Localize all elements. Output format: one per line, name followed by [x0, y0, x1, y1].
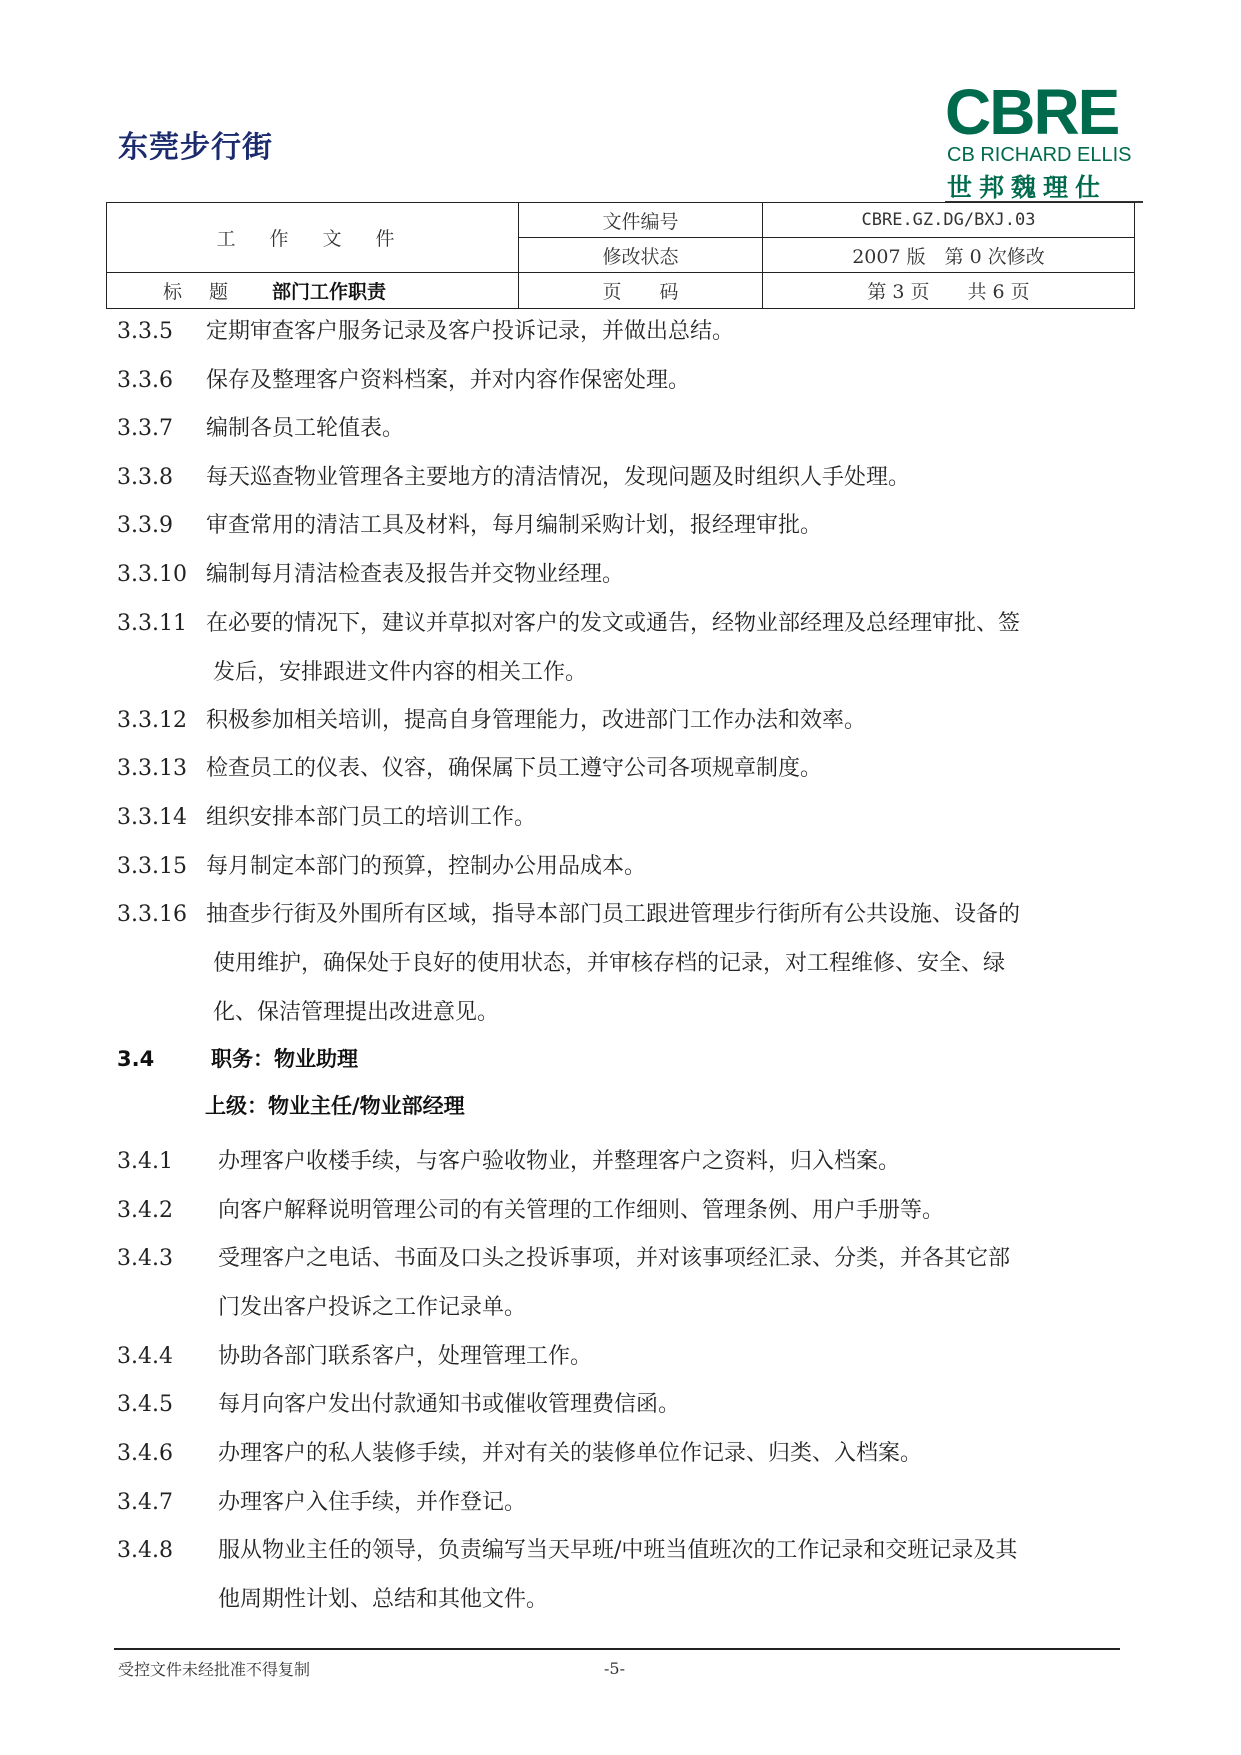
- item-text-continued: 化、保洁管理提出改进意见。: [213, 1000, 500, 1025]
- item-text: 定期审查客户服务记录及客户投诉记录，并做出总结。: [206, 319, 735, 344]
- item-text: 办理客户入住手续，并作登记。: [218, 1490, 527, 1515]
- item-text: 检查员工的仪表、仪容，确保属下员工遵守公司各项规章制度。: [206, 756, 823, 781]
- logo-wordmark: CBRE: [945, 76, 1119, 148]
- cbre-logo: [945, 76, 1145, 202]
- logo-company-name: CB RICHARD ELLIS: [947, 144, 1132, 166]
- item-text: 编制各员工轮值表。: [206, 416, 405, 441]
- item-text-continued: 发后，安排跟进文件内容的相关工作。: [213, 660, 588, 685]
- item-text: 组织安排本部门员工的培训工作。: [206, 805, 537, 830]
- section-superior: 上级：物业主任/物业部经理: [205, 1094, 465, 1118]
- section-number: 3.4: [117, 1047, 155, 1071]
- document-info-table: [106, 202, 1135, 309]
- item-number: 3.3.5: [117, 319, 173, 344]
- item-text: 在必要的情况下，建议并草拟对客户的发文或通告，经物业部经理及总经理审批、签: [206, 611, 1021, 636]
- item-text: 抽查步行街及外围所有区域，指导本部门员工跟进管理步行街所有公共设施、设备的: [206, 902, 1021, 927]
- subject-value: 部门工作职责: [272, 281, 387, 303]
- item-number: 3.3.6: [117, 368, 173, 393]
- section-title: 职务：物业助理: [211, 1047, 358, 1071]
- page-value: 第 3 页 共 6 页: [763, 273, 1135, 309]
- revision-value: 2007 版 第 0 次修改: [763, 238, 1135, 273]
- item-number: 3.4.2: [117, 1198, 173, 1223]
- doc-number-value: CBRE.GZ.DG/BXJ.03: [763, 203, 1135, 238]
- footer-note: 受控文件未经批准不得复制: [118, 1660, 311, 1679]
- item-number: 3.3.9: [117, 513, 173, 538]
- item-text: 每天巡查物业管理各主要地方的清洁情况，发现问题及时组织人手处理。: [206, 465, 911, 490]
- doc-number-label: 文件编号: [519, 203, 763, 238]
- item-number: 3.4.5: [117, 1392, 173, 1417]
- item-text-continued: 门发出客户投诉之工作记录单。: [218, 1295, 527, 1320]
- subject-cell: [107, 273, 519, 309]
- item-number: 3.3.15: [117, 854, 187, 879]
- item-number: 3.4.6: [117, 1441, 173, 1466]
- item-text: 编制每月清洁检查表及报告并交物业经理。: [206, 562, 625, 587]
- page-number: -5-: [604, 1659, 625, 1678]
- revision-label: 修改状态: [519, 238, 763, 273]
- item-number: 3.4.1: [117, 1149, 173, 1174]
- item-number: 3.3.8: [117, 465, 173, 490]
- item-number: 3.3.16: [117, 902, 187, 927]
- item-text: 每月制定本部门的预算，控制办公用品成本。: [206, 854, 647, 879]
- item-number: 3.4.8: [117, 1538, 173, 1563]
- footer-divider: [114, 1648, 1120, 1650]
- item-text: 协助各部门联系客户，处理管理工作。: [218, 1344, 593, 1369]
- item-number: 3.3.12: [117, 708, 187, 733]
- item-text: 办理客户的私人装修手续，并对有关的装修单位作记录、归类、入档案。: [218, 1441, 923, 1466]
- item-number: 3.3.14: [117, 805, 187, 830]
- item-text: 受理客户之电话、书面及口头之投诉事项，并对该事项经汇录、分类，并各其它部: [218, 1246, 1011, 1271]
- item-number: 3.4.7: [117, 1490, 173, 1515]
- item-number: 3.3.10: [117, 562, 187, 587]
- item-number: 3.3.7: [117, 416, 173, 441]
- item-text: 保存及整理客户资料档案，并对内容作保密处理。: [206, 368, 691, 393]
- item-text: 审查常用的清洁工具及材料，每月编制采购计划，报经理审批。: [206, 513, 823, 538]
- subject-label: 标 题: [163, 281, 233, 303]
- item-text: 积极参加相关培训，提高自身管理能力，改进部门工作办法和效率。: [206, 708, 867, 733]
- item-text: 办理客户收楼手续，与客户验收物业，并整理客户之资料，归入档案。: [218, 1149, 901, 1174]
- item-number: 3.3.13: [117, 756, 187, 781]
- item-text: 每月向客户发出付款通知书或催收管理费信函。: [218, 1392, 681, 1417]
- item-text: 向客户解释说明管理公司的有关管理的工作细则、管理条例、用户手册等。: [218, 1198, 945, 1223]
- doc-type-cell: 工 作 文 件: [107, 203, 519, 273]
- item-number: 3.4.3: [117, 1246, 173, 1271]
- logo-chinese-name: 世邦魏理仕: [947, 173, 1108, 202]
- item-text-continued: 使用维护，确保处于良好的使用状态，并审核存档的记录，对工程维修、安全、绿: [213, 951, 1006, 976]
- item-text: 服从物业主任的领导，负责编写当天早班/中班当值班次的工作记录和交班记录及其: [218, 1538, 1018, 1563]
- page-label: 页 码: [519, 273, 763, 309]
- item-number: 3.3.11: [117, 611, 187, 636]
- document-header-title: 东莞步行街: [118, 130, 273, 165]
- item-text-continued: 他周期性计划、总结和其他文件。: [218, 1587, 549, 1612]
- item-number: 3.4.4: [117, 1344, 173, 1369]
